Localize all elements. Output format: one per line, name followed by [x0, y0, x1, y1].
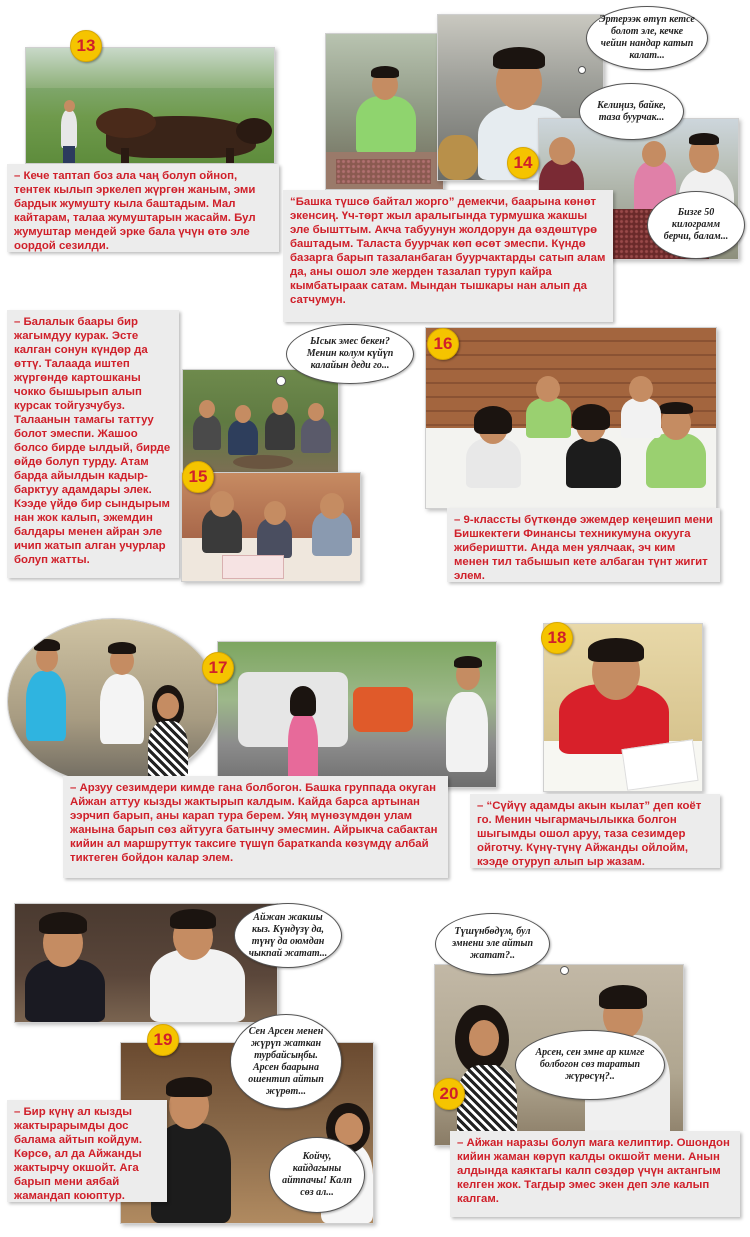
photo-13 — [25, 47, 275, 164]
photo-15-field — [182, 369, 339, 476]
badge-14: 14 — [507, 147, 539, 179]
badge-13: 13 — [70, 30, 102, 62]
caption-16: – 9-классты бүткөндө эжемдер кеңешип мени Бишкектеги Финансы техникумуна окууга жибериштти. Анда мен уялчаак, эч ким менен тил табышып кете албаган түнт жигит элем. — [447, 508, 720, 582]
speech-bubble-14b: Келиңиз, байке, таза буурчак... — [579, 83, 684, 140]
photo-16 — [425, 327, 717, 509]
caption-15: – Балалык баары бир жагымдуу курак. Эсте калган сонун күндөр да өттү. Талаада иштеп жүргөндө картошканы чокко бышырып алып курсак тойгузчубуз. Талаанын тамагы таттуу болот эмеспи. Жашоо болсо бирде ылдый, бирде өйдө болуп турду. Атам барда айылдын кадыр-барктуу адамдары элек. Кээде үйдө бир сындырым нан жок калып, эжемдин балдары менен айран эле ичип жатып алган учурлар болуп жатты. — [7, 310, 179, 578]
caption-17: – Арзуу сезимдери кимде гана болбогон. Башка группада окуган Айжан аттуу кызды жактырып калдым. Кайда барса артынан ээрчип барып, аны карап тура берем. Уяң мүнөзүмдөн улам жанына барып сөз айтууга батынчу эмесмин. Айрыкча сабактан кийин ал маршруттук таксиге түшүп бараткanda көзүмдү албай тиктеген бойдон калар элем. — [63, 776, 448, 878]
photo-14-bean-seller — [325, 33, 444, 190]
speech-bubble-14c: Бизге 50 килограмм берчи, балам... — [647, 191, 745, 259]
caption-20: – Айжан наразы болуп мага келиптир. Ошондон кийин жаман көрүп калды окшойт мени. Анын алдында каяктагы калп сөздөр үчүн актангым келген жок. Тагдыр эмес экен деп эле калып калгам. — [450, 1131, 740, 1217]
girl-figure — [140, 685, 196, 785]
caption-18: – “Сүйүү адамды акын кылат” деп коёт го. Менин чыгармачылыкка болгон шыгымды ошол аруу, таза сезимдер ойготчу. Күнү-түнү Айжанды ойлойм, кээде отуруп алып ыр жазам. — [470, 794, 720, 868]
badge-16: 16 — [427, 328, 459, 360]
speech-bubble-20a: Түшүнбөдүм, бул эмнени эле айтып жатат?.. — [435, 913, 550, 975]
caption-19: – Бир күнү ал кызды жактырарымды дос балама айтып койдум. Көрсө, ал да Айжанды жактырчу окшойт. Ага барып мени аябай жамандап коюптур. — [7, 1100, 167, 1202]
photo-17-street — [217, 641, 497, 788]
badge-19: 19 — [147, 1024, 179, 1056]
badge-17: 17 — [202, 652, 234, 684]
bubble-tail-dot — [578, 66, 586, 74]
badge-15: 15 — [182, 461, 214, 493]
speech-bubble-19a: Айжан жакшы кыз. Күндүзү да, түнү да оюмдан чыкпай жатат... — [234, 903, 342, 968]
speech-bubble-14a: Эртерээк өтүп кетсе болот эле, кечке чейин нандар катып калат... — [586, 6, 708, 70]
caption-14: “Башка түшсө байтал жорго” демекчи, баарына көнөт экенсиң. Үч-төрт жыл аралыгында турмушка жакшы эле бышттым. Акча табуунун жолдорун да өздөштүрө баштадым. Таласта буурчак көп өсөт эмеспи. Күндө базарга барып тазаланбаган буурчактарды сатып алам да, аны ошол эле жерден тазалап туруп кайра кымбатыраак сатам. Мындан тышкары нан алып да сатчумун. — [283, 190, 613, 322]
speech-bubble-15: Ысык эмес бекен? Менин колум күйүп калайын деди го... — [286, 324, 414, 384]
speech-bubble-20b: Арсен, сен эмне ар кимге болбогон сөз таратып жүрөсүң?.. — [515, 1030, 665, 1100]
badge-18: 18 — [541, 622, 573, 654]
speech-bubble-19b: Сен Арсен менен жүрүп жаткан турбайсыңбы. Арсен баарына ошентип айтып жүрөт... — [230, 1014, 342, 1109]
bubble-tail-dot — [276, 376, 286, 386]
badge-20: 20 — [433, 1078, 465, 1110]
caption-13: – Кече таптап боз ала чаң болуп ойноп, тентек кылып эркелеп жүргөн жаным, эми бардык жумушту кыла баштадым. Мал кайтарам, талаа жумуштарын жасайм. Бул жумуштар мендей эркe бала үчүн өтө эле оордой сезилди. — [7, 164, 279, 252]
bubble-tail-dot — [560, 966, 569, 975]
speech-bubble-19c: Койчу, кайдагыны айтпачы! Калп сөз ал... — [269, 1137, 365, 1213]
